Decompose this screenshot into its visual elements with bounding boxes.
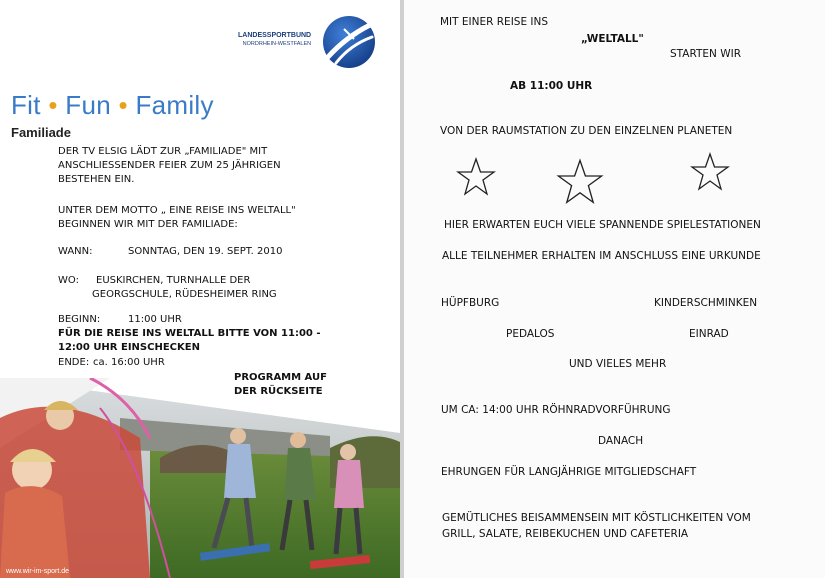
when-value: SONNTAG, DEN 19. SEPT. 2010 [128, 246, 283, 257]
where-label: WO: [58, 275, 79, 286]
photo-footer-url: www.wir-im-sport.de [6, 568, 70, 575]
program-line-2: DER RÜCKSEITE [234, 386, 323, 397]
trip-line-3: STARTEN WIR [670, 48, 741, 60]
brand-dot-1: • [48, 90, 58, 120]
intro-line-3: BESTEHEN EIN. [58, 174, 135, 185]
where-line-1: EUSKIRCHEN, TURNHALLE DER [96, 275, 251, 286]
brand-word-fit: Fit [11, 90, 41, 120]
familiade-subtitle: Familiade [11, 125, 71, 140]
trip-line-1: MIT EINER REISE INS [440, 16, 549, 28]
activity-einrad: EINRAD [689, 328, 729, 340]
games-text: HIER ERWARTEN EUCH VIELE SPANNENDE SPIELESTATIONEN [444, 219, 761, 231]
show-text: UM CA: 14:00 UHR RÖHNRADVORFÜHRUNG [441, 404, 671, 416]
brand-word-fun: Fun [65, 90, 111, 120]
activity-more: UND VIELES MEHR [569, 358, 667, 370]
program-line-1: PROGRAMM AUF [234, 372, 327, 383]
landessportbund-text [238, 31, 311, 49]
end-value: ca. 16:00 UHR [93, 357, 165, 368]
motto-line-1: UNTER DEM MOTTO „ EINE REISE INS WELTALL" [58, 205, 296, 216]
brand-word-family: Family [135, 90, 214, 120]
start-time: AB 11:00 UHR [510, 80, 593, 92]
right-page [404, 0, 825, 578]
then-text: DANACH [598, 435, 644, 447]
where-line-2: GEORGSCHULE, RÜDESHEIMER RING [92, 289, 277, 300]
fit-fun-family-title [11, 90, 214, 121]
honors-text: EHRUNGEN FÜR LANGJÄHRIGE MITGLIEDSCHAFT [441, 466, 697, 478]
intro-line-1: DER TV ELSIG LÄDT ZUR „FAMILIADE" MIT [58, 146, 268, 157]
children-playing-photo [0, 378, 400, 578]
logo-line-2: NORDRHEIN-WESTFALEN [242, 41, 312, 47]
checkin-line-1: FÜR DIE REISE INS WELTALL BITTE VON 11:00 - [58, 328, 321, 339]
logo-line-1: LANDESSPORTBUND [238, 32, 312, 39]
begin-label: BEGINN: [58, 314, 101, 325]
trip-line-2: „WELTALL" [581, 33, 644, 45]
begin-value: 11:00 UHR [128, 314, 182, 325]
social-line-2: GRILL, SALATE, REIBEKUCHEN UND CAFETERIA [442, 528, 689, 540]
certificate-text: ALLE TEILNEHMER ERHALTEN IM ANSCHLUSS EINE URKUNDE [442, 250, 761, 262]
intro-line-2: ANSCHLIESSENDER FEIER ZUM 25 JÄHRIGEN [58, 160, 281, 171]
star-icon [456, 157, 496, 197]
brand-dot-2: • [118, 90, 128, 120]
when-label: WANN: [58, 246, 93, 257]
star-icon [690, 152, 730, 192]
social-line-1: GEMÜTLICHES BEISAMMENSEIN MIT KÖSTLICHKEITEN VOM [442, 512, 751, 524]
star-icon [556, 158, 604, 206]
activity-huepfburg: HÜPFBURG [441, 297, 500, 309]
landessportbund-logo-icon [322, 15, 376, 69]
checkin-line-2: 12:00 UHR EINSCHECKEN [58, 342, 200, 353]
activity-kinderschminken: KINDERSCHMINKEN [654, 297, 758, 309]
station-text: VON DER RAUMSTATION ZU DEN EINZELNEN PLANETEN [440, 125, 733, 137]
motto-line-2: BEGINNEN WIR MIT DER FAMILIADE: [58, 219, 238, 230]
activity-pedalos: PEDALOS [506, 328, 555, 340]
end-label: ENDE: [58, 357, 90, 368]
left-page [0, 0, 400, 578]
